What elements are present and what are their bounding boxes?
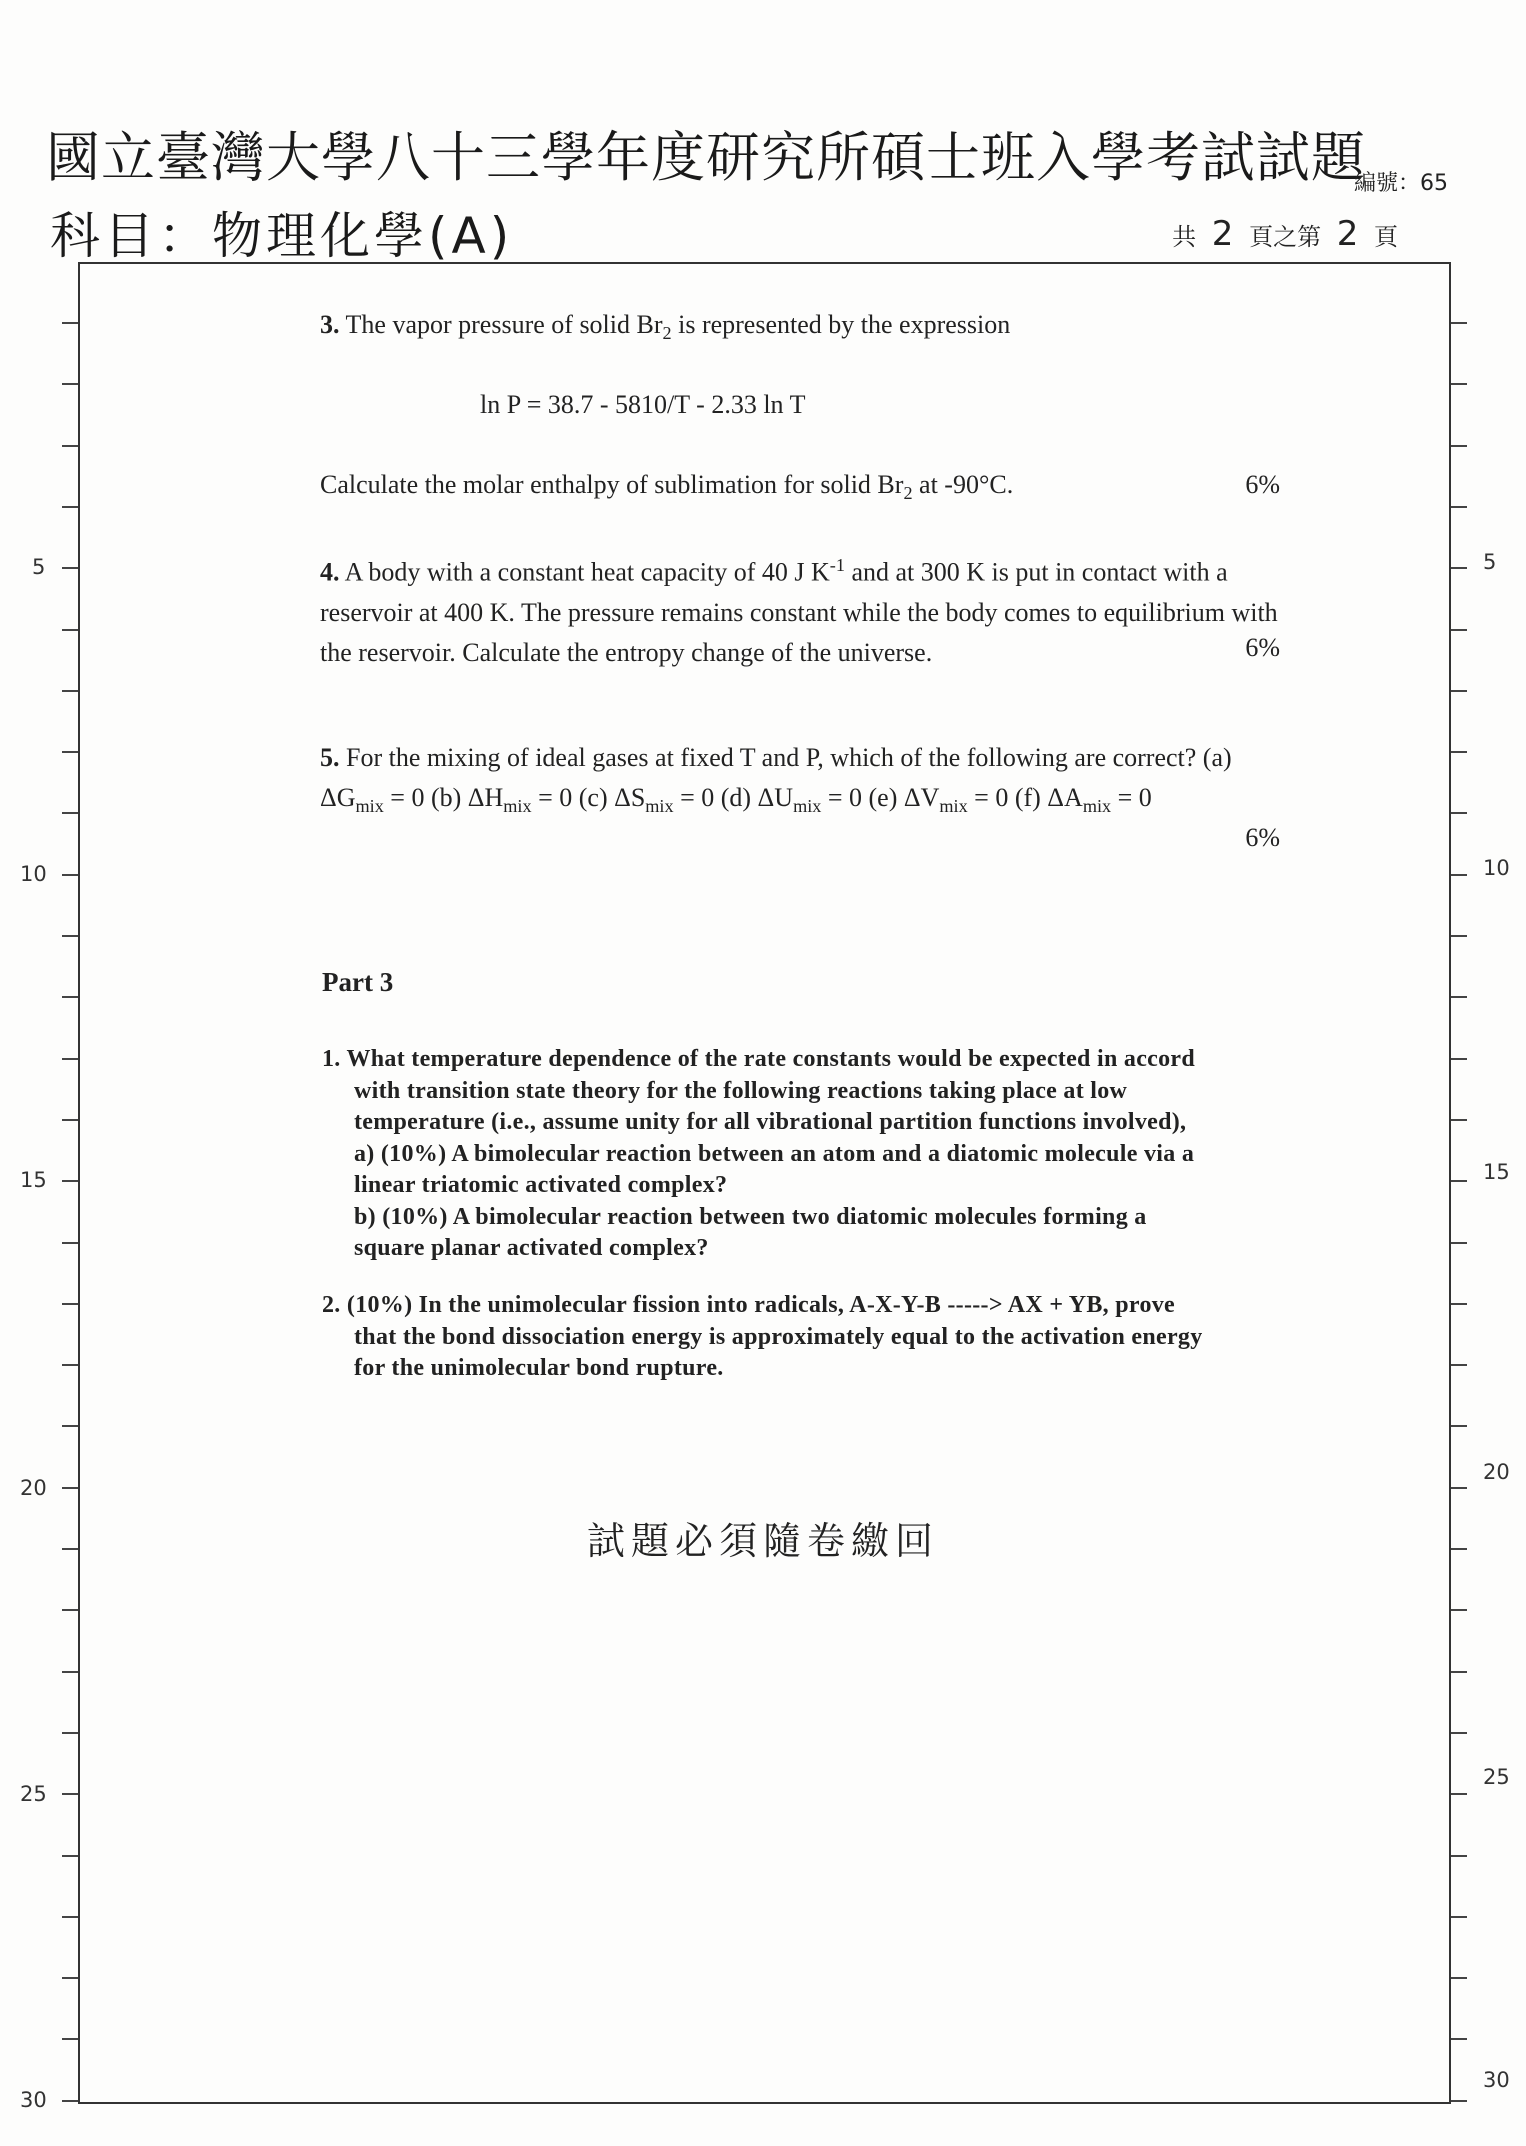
question-5-part: = 0 (d) ΔU xyxy=(673,783,794,812)
question-3-subscript: 2 xyxy=(662,323,672,344)
margin-tick-left xyxy=(62,690,78,692)
margin-tick-right xyxy=(1451,445,1467,447)
question-3-text-b: is represented by the expression xyxy=(671,310,1011,339)
margin-number-right-20: 20 xyxy=(1483,1460,1510,1484)
margin-number-left-5: 5 xyxy=(32,555,46,579)
margin-tick-right xyxy=(1451,1242,1467,1244)
margin-tick-left xyxy=(62,1058,78,1060)
part-3-q1-line: with transition state theory for the following reactions taking place at low xyxy=(354,1077,1128,1104)
question-3-equation: ln P = 38.7 - 5810/T - 2.33 ln T xyxy=(480,390,806,419)
part-3-q1-line: linear triatomic activated complex? xyxy=(354,1172,728,1198)
margin-tick-right xyxy=(1451,751,1467,753)
margin-tick-right xyxy=(1451,1425,1467,1427)
margin-tick-right xyxy=(1451,1487,1467,1489)
part-3-q1-line: b) (10%) A bimolecular reaction between two diatomic molecules forming a xyxy=(354,1203,1147,1230)
subject-title: 科目：物理化學(A) xyxy=(50,207,514,265)
part-3-question-1 xyxy=(322,1044,1282,1265)
pages-mid: 頁之第 xyxy=(1249,223,1322,251)
margin-number-left-25: 25 xyxy=(20,1782,47,1806)
margin-tick-right xyxy=(1451,1793,1467,1795)
margin-tick-left xyxy=(62,1609,78,1611)
question-3-score: 6% xyxy=(1245,470,1280,499)
mix-subscript: mix xyxy=(355,796,384,817)
question-4-number: 4. xyxy=(320,557,340,587)
margin-tick-right xyxy=(1451,629,1467,631)
question-5 xyxy=(320,738,1290,852)
margin-tick-left xyxy=(62,1855,78,1857)
margin-tick-left xyxy=(62,1364,78,1366)
page-indicator xyxy=(1172,214,1398,254)
margin-tick-right xyxy=(1451,996,1467,998)
margin-number-left-10: 10 xyxy=(20,862,47,886)
margin-number-left-30: 30 xyxy=(20,2088,47,2112)
margin-tick-right xyxy=(1451,874,1467,876)
question-4-score: 6% xyxy=(1245,632,1280,662)
margin-tick-left xyxy=(62,1242,78,1244)
margin-tick-left xyxy=(62,1916,78,1918)
margin-tick-right xyxy=(1451,1671,1467,1673)
margin-tick-left xyxy=(62,1425,78,1427)
margin-tick-right xyxy=(1451,1180,1467,1182)
margin-tick-left xyxy=(62,322,78,324)
margin-tick-left xyxy=(62,629,78,631)
margin-number-right-25: 25 xyxy=(1483,1765,1510,1789)
margin-tick-left xyxy=(62,751,78,753)
margin-tick-right xyxy=(1451,567,1467,569)
question-4-superscript: -1 xyxy=(829,555,845,575)
margin-number-right-30: 30 xyxy=(1483,2068,1510,2092)
margin-tick-left xyxy=(62,812,78,814)
question-3-number: 3. xyxy=(320,310,340,339)
margin-tick-left xyxy=(62,1793,78,1795)
margin-tick-left xyxy=(62,2100,78,2102)
question-4-text: A body with a constant heat capacity of 40 J K xyxy=(339,557,830,587)
margin-tick-right xyxy=(1451,383,1467,385)
part-3-q1-line: 1. What temperature dependence of the rate constants would be expected in accord xyxy=(322,1046,1196,1072)
serial-number: 編號：65 xyxy=(1354,171,1448,196)
question-4-text-b: and at 300 K is put in contact with a reservoir at 400 K. The pressure remains constant while the body comes to equilibrium with the reservoir. Calculate the entropy change of the universe. xyxy=(320,557,1278,667)
pages-total: 2 xyxy=(1211,214,1234,254)
margin-tick-right xyxy=(1451,1732,1467,1734)
margin-tick-right xyxy=(1451,812,1467,814)
question-3-line2 xyxy=(320,465,1290,513)
margin-number-right-15: 15 xyxy=(1483,1160,1510,1184)
part-3-title: Part 3 xyxy=(322,967,394,997)
margin-tick-right xyxy=(1451,506,1467,508)
margin-tick-right xyxy=(1451,935,1467,937)
mix-subscript: mix xyxy=(645,796,674,817)
part-3-q1-line: a) (10%) A bimolecular reaction between an atom and a diatomic molecule via a xyxy=(354,1140,1195,1167)
margin-tick-left xyxy=(62,1671,78,1673)
mix-subscript: mix xyxy=(939,796,968,817)
mix-subscript: mix xyxy=(793,796,822,817)
margin-tick-left xyxy=(62,2038,78,2040)
margin-tick-right xyxy=(1451,2038,1467,2040)
margin-tick-right xyxy=(1451,1303,1467,1305)
margin-tick-left xyxy=(62,506,78,508)
question-3-line2-text-b: at -90°C. xyxy=(912,470,1014,499)
margin-tick-right xyxy=(1451,1977,1467,1979)
part-3-q1-line: temperature (i.e., assume unity for all vibrational partition functions involved), xyxy=(354,1109,1187,1135)
margin-number-left-15: 15 xyxy=(20,1168,47,1192)
question-5-part: = 0 (b) ΔH xyxy=(383,783,504,812)
pages-suffix: 頁 xyxy=(1374,223,1398,251)
part-3-q2-line: for the unimolecular bond rupture. xyxy=(354,1355,724,1381)
margin-tick-right xyxy=(1451,1058,1467,1060)
margin-tick-left xyxy=(62,996,78,998)
question-4 xyxy=(320,545,1290,673)
margin-tick-left xyxy=(62,874,78,876)
margin-tick-left xyxy=(62,1303,78,1305)
margin-tick-left xyxy=(62,1180,78,1182)
pages-current: 2 xyxy=(1336,214,1359,254)
mix-subscript: mix xyxy=(503,796,532,817)
margin-tick-right xyxy=(1451,690,1467,692)
mix-subscript: mix xyxy=(1082,796,1112,817)
margin-tick-right xyxy=(1451,1119,1467,1121)
margin-tick-left xyxy=(62,935,78,937)
question-3-line2-text: Calculate the molar enthalpy of sublimation for solid Br xyxy=(320,470,904,499)
question-5-part: = 0 (f) ΔA xyxy=(967,783,1083,812)
return-exam-notice: 試題必須隨卷繳回 xyxy=(586,1519,939,1563)
margin-tick-right xyxy=(1451,1609,1467,1611)
question-3-text: The vapor pressure of solid Br xyxy=(339,310,663,339)
part-3-q1-line: square planar activated complex? xyxy=(354,1235,709,1261)
question-5-part: = 0 (e) ΔV xyxy=(821,783,940,812)
pages-prefix: 共 xyxy=(1172,223,1197,251)
margin-tick-left xyxy=(62,567,78,569)
margin-tick-left xyxy=(62,445,78,447)
margin-number-right-10: 10 xyxy=(1483,856,1510,880)
question-5-text: For the mixing of ideal gases at fixed T and P, which of the following are correct? (a) ΔG xyxy=(320,743,1232,812)
margin-tick-left xyxy=(62,1119,78,1121)
margin-tick-right xyxy=(1451,1916,1467,1918)
part-3-q2-line: 2. (10%) In the unimolecular fission into radicals, A-X-Y-B -----> AX + YB, prove xyxy=(322,1292,1175,1318)
margin-tick-left xyxy=(62,1732,78,1734)
margin-tick-left xyxy=(62,383,78,385)
margin-tick-right xyxy=(1451,322,1467,324)
question-3-line2-subscript: 2 xyxy=(903,483,913,504)
margin-number-left-20: 20 xyxy=(20,1476,47,1500)
margin-tick-right xyxy=(1451,1855,1467,1857)
question-5-part: = 0 xyxy=(1111,783,1152,812)
part-3-question-2 xyxy=(322,1290,1282,1385)
margin-tick-left xyxy=(62,1977,78,1979)
exam-title: 國立臺灣大學八十三學年度研究所碩士班入學考試試題 xyxy=(46,126,1366,189)
question-5-number: 5. xyxy=(320,743,340,772)
question-5-score: 6% xyxy=(1245,823,1280,852)
margin-number-right-5: 5 xyxy=(1483,550,1497,574)
margin-tick-right xyxy=(1451,2100,1467,2102)
part-3-q2-line: that the bond dissociation energy is approximately equal to the activation energy xyxy=(354,1323,1203,1350)
question-3 xyxy=(320,305,1290,353)
margin-tick-right xyxy=(1451,1364,1467,1366)
question-5-part: = 0 (c) ΔS xyxy=(531,783,646,812)
margin-tick-left xyxy=(62,1487,78,1489)
